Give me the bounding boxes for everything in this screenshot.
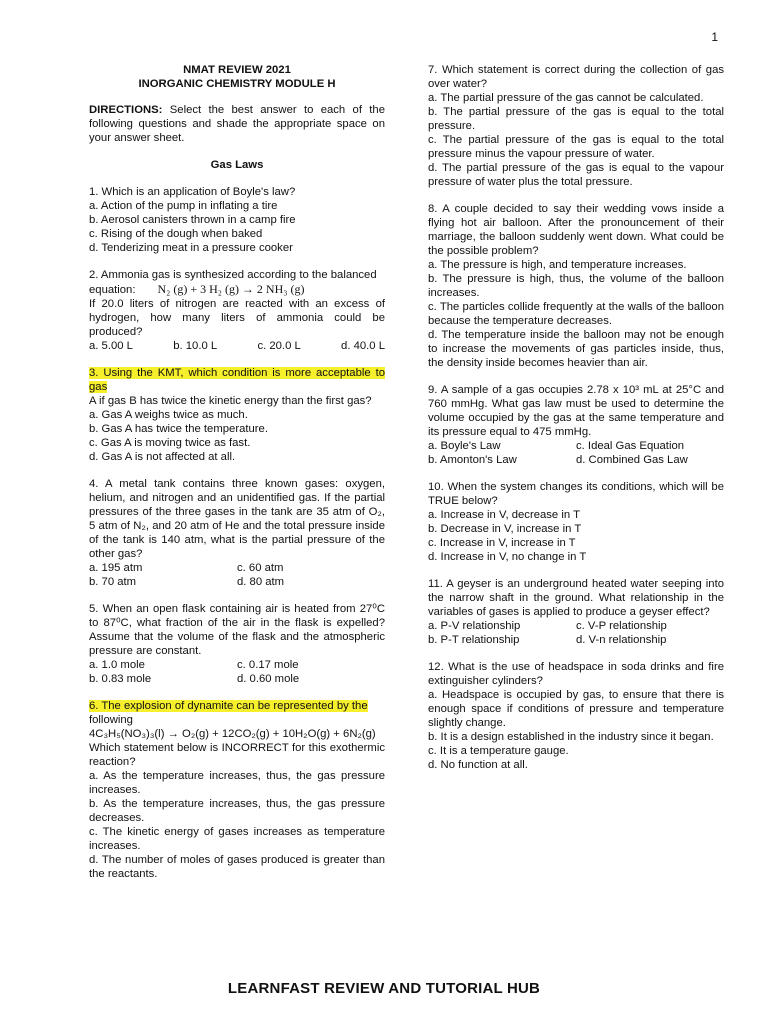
question-5 [89,602,385,686]
choice-a: a. The pressure is high, and temperature increases. [428,259,687,271]
choice-a: a. The partial pressure of the gas cannot be calculated. [428,92,704,104]
question-text: 5. When an open flask containing air is heated from 27⁰C to 87⁰C, what fraction of the air in the flask is expelled? Assume that the volume of the flask and the atmospheric pressure are constant. [89,603,385,657]
question-text: 12. What is the use of headspace in soda drinks and fire extinguisher cylinders? [428,661,724,687]
document-title: NMAT REVIEW 2021 [183,64,291,76]
choice-b: b. 10.0 L [173,340,218,352]
question-12 [428,660,724,772]
choice-d: d. Increase in V, no change in T [428,551,587,563]
choice-a: a. P-V relationship [428,620,521,632]
choice-b: b. 0.83 mole [89,673,152,685]
question-8 [428,202,724,370]
chemical-equation: N₂ (g) + 3 H₂ (g) → 2 NH₃ (g) [157,282,305,296]
highlight: 6. The explosion of dynamite can be represented by the [89,700,368,712]
choice-b: b. Gas A has twice the temperature. [89,423,268,435]
choice-c: c. The partial pressure of the gas is equal to the total pressure minus the vapour pressure of water. [428,134,724,160]
choice-c: c. The particles collide frequently at the walls of the balloon because the temperature decreases. [428,301,724,327]
question-text: 10. When the system changes its conditions, which will be TRUE below? [428,481,724,507]
choice-c: c. Gas A is moving twice as fast. [89,437,251,449]
choices-grid [428,619,724,647]
page-footer: LEARNFAST REVIEW AND TUTORIAL HUB [227,980,541,997]
question-3 [89,366,385,464]
question-text: 2. Ammonia gas is synthesized according to the balanced [89,269,377,281]
section-title: Gas Laws [210,159,264,171]
highlight: 3. Using the KMT, which condition is more acceptable to gas [89,367,385,393]
question-11 [428,577,724,647]
choice-c: c. 20.0 L [257,340,301,352]
question-text: 4. A metal tank contains three known gases: oxygen, helium, and nitrogen and an unidentified gas. If the partial pressures of the three gases in the tank are 35 atm of O₂, 5 atm of N₂, and 20 atm of He and the total pressure inside of the tank is 140 atm, what is the partial pressure of the other gas? [89,478,385,560]
question-text-continued: If 20.0 liters of nitrogen are reacted with an excess of hydrogen, how many liters of ammonia could be produced? [89,298,385,338]
choice-c: c. 0.17 mole [237,659,299,671]
choice-c: c. Rising of the dough when baked [89,228,263,240]
choice-c: c. The kinetic energy of gases increases as temperature increases. [89,826,385,852]
choice-b: b. It is a design established in the industry since it began. [428,731,714,743]
left-column [89,63,385,894]
choice-d: d. 40.0 L [341,340,385,352]
choice-b: b. The pressure is high, thus, the volume of the balloon increases. [428,273,724,299]
chemical-equation: 4C₃H₅(NO₃)₃(l) → O₂(g) + 12CO₂(g) + 10H₂O(g) + 6N₂(g) [89,728,376,740]
question-text: 1. Which is an application of Boyle's law? [89,186,296,198]
question-text-continued: Which statement below is INCORRECT for this exothermic reaction? [89,742,385,768]
choices-grid [89,658,385,686]
choice-a: a. Increase in V, decrease in T [428,509,580,521]
choice-d: d. 80 atm [237,576,285,588]
choices-grid [89,561,385,589]
choice-c: c. Ideal Gas Equation [576,440,685,452]
choice-d: d. 0.60 mole [237,673,300,685]
question-10 [428,480,724,564]
choice-b: b. P-T relationship [428,634,520,646]
directions-text: Select the best answer to each of the following questions and shade the appropriate space on your answer sheet. [89,104,385,144]
question-6 [89,699,385,881]
choice-b: b. 70 atm [89,576,137,588]
question-text: 7. Which statement is correct during the collection of gas over water? [428,64,724,90]
choice-c: c. It is a temperature gauge. [428,745,569,757]
choice-a: a. As the temperature increases, thus, the gas pressure increases. [89,770,385,796]
choice-a: a. 195 atm [89,562,143,574]
question-text: 9. A sample of a gas occupies 2.78 x 10³ mL at 25°C and 760 mmHg. What gas law must be used to determine the volume occupied by the gas at the same temperature and its pressure equal to 475 mmHg. [428,384,724,438]
choice-d: d. Combined Gas Law [576,454,688,466]
directions [89,103,385,145]
choice-c: c. 60 atm [237,562,284,574]
choice-c: c. Increase in V, increase in T [428,537,576,549]
right-column [428,63,724,785]
directions-label: DIRECTIONS: [89,104,163,116]
equation-label: equation: [89,284,136,296]
question-2 [89,268,385,353]
question-9 [428,383,724,467]
question-text: following [89,714,133,726]
choice-d: d. The number of moles of gases produced is greater than the reactants. [89,854,385,880]
question-text-highlighted [89,366,385,394]
question-text: A if gas B has twice the kinetic energy than the first gas? [89,395,372,407]
document-subtitle: INORGANIC CHEMISTRY MODULE H [138,78,336,90]
choice-b: b. Aerosol canisters thrown in a camp fire [89,214,296,226]
choice-c: c. V-P relationship [576,620,667,632]
choice-b: b. Amonton's Law [428,454,517,466]
equation-line [89,282,385,297]
choice-b: b. Decrease in V, increase in T [428,523,582,535]
choice-a: a. Gas A weighs twice as much. [89,409,248,421]
choice-a: a. 5.00 L [89,340,133,352]
question-1 [89,185,385,255]
page-number: 1 [711,30,718,44]
choice-b: b. As the temperature increases, thus, the gas pressure decreases. [89,798,385,824]
choice-d: d. V-n relationship [576,634,667,646]
choice-d: d. The temperature inside the balloon may not be enough to increase the movements of gas particles inside, thus, the density inside becomes heavier than air. [428,329,724,369]
choices-row [89,339,385,353]
question-7 [428,63,724,189]
question-text: 8. A couple decided to say their wedding vows inside a flying hot air balloon. After the pronouncement of their marriage, the balloon suddenly went down. What could be the possible problem? [428,203,724,257]
choices-grid [428,439,724,467]
choice-d: d. Tenderizing meat in a pressure cooker [89,242,293,254]
choice-a: a. 1.0 mole [89,659,145,671]
choice-a: a. Headspace is occupied by gas, to ensure that there is enough space if conditions of pressure and temperature slightly change. [428,689,724,729]
question-text: 11. A geyser is an underground heated water seeping into the narrow shaft in the ground. What relationship in the variables of gases is applied to produce a geyser effect? [428,578,724,618]
choice-d: d. Gas A is not affected at all. [89,451,236,463]
choice-d: d. The partial pressure of the gas is equal to the vapour pressure of water plus the total pressure. [428,162,724,188]
question-text-highlighted [89,699,385,713]
choice-a: a. Action of the pump in inflating a tire [89,200,278,212]
choice-b: b. The partial pressure of the gas is equal to the total pressure. [428,106,724,132]
question-4 [89,477,385,589]
choice-a: a. Boyle's Law [428,440,501,452]
choice-d: d. No function at all. [428,759,528,771]
